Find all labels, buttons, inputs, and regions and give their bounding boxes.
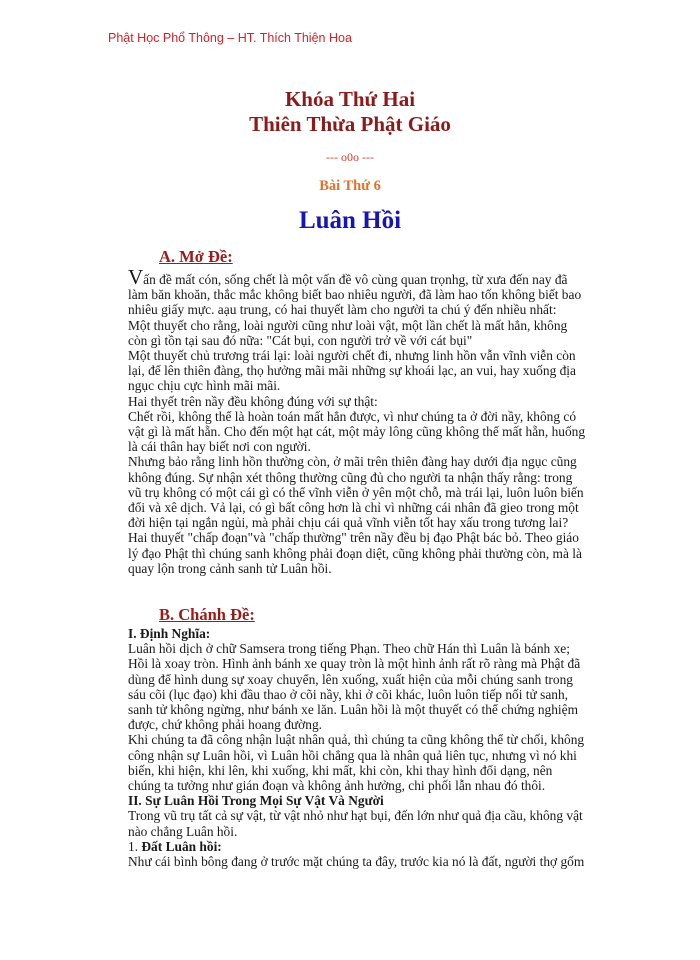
subsection-heading: I. Định Nghĩa: [128,626,211,641]
paragraph: Luân hồi dịch ở chữ Samsera trong tiếng Phạn. Theo chữ Hán thì Luân là bánh xe; Hồi là xoay tròn. Hình ảnh bánh xe quay tròn là một hình ảnh rất rõ ràng mà Phật đã dùng để hình dung sự xoay chuyển, lên xuống, xuất hiện của mỗi chúng sanh trong sáu cõi (lục đạo) khi đầu thao ở cõi nầy, khi ở cõi khác, luôn luôn tiếp nối tử sanh, sanh tử không ngừng, như bánh xe lăn. Luân hồi là một thuyết có thể chứng nghiệm được, chứ không phải hoang đường. [128,641,581,733]
numbered-heading: 1. Đất Luân hồi: [128,838,222,854]
course-title [0,87,700,137]
lesson-number: Bài Thứ 6 [319,178,381,194]
paragraph: Vấn đề mất cón, sống chết là một vấn đề vô cùng quan trọnhg, từ xưa đến nay đã làm băn khoăn, thắc mắc không biết bao nhiêu người, đã làm hao tốn không biết bao nhiêu giấy mực. aạu trung, có hai thuyết làm cho người ta chú ý đến nhiều nhất: [128,265,582,318]
paragraph: Như cái bình bông đang ở trước mặt chúng ta đây, trước kia nó là đất, người thợ gốm [128,854,585,870]
ornament-divider: --- o0o --- [326,150,374,164]
course-title-line2: Thiên Thừa Phật Giáo [249,112,451,136]
drop-cap: V [128,265,144,289]
section-a-body [128,265,588,576]
paragraph: Chết rồi, không thể là hoàn toán mất hẳn được, vì như chúng ta ở đời nầy, không có vật gì là mất hẵn. Cho đến một hạt cát, một mảy lông cũng không thể mất hẵn, huống là cái thân hay biết nơi con người. [128,408,586,455]
lesson-title: Luân Hồi [298,207,402,234]
subsection-heading: II. Sự Luân Hồi Trong Mọi Sự Vật Và Người [128,793,384,809]
paragraph: Khi chúng ta đã công nhận luật nhân quả, thì chúng ta cũng không thể từ chối, không công nhận sự Luân hồi, vì Luân hồi chẳng qua là nhân quả liên tục, nhưng vì nó khi biến, khi hiện, khi lên, khi xuống, khi mất, khi còn, khi thay hình đổi dạng, nên chúng ta tưởng như gián đoạn và không ảnh hưởng, chi phối lẫn nhau đó thôi. [128,732,585,794]
course-title-line1: Khóa Thứ Hai [284,87,416,111]
section-b-heading: B. Chánh Đề: [159,605,255,624]
paragraph: Hai thyết trên nầy đều không đúng với sự thật: [128,393,378,409]
section-a-heading: A. Mở Đề: [159,247,233,266]
paragraph: Trong vũ trụ tất cả sự vật, từ vật nhỏ như hạt bụi, đến lớn như quả địa cầu, không vật nào chẳng Luân hồi. [128,808,583,839]
running-header: Phật Học Phổ Thông – HT. Thích Thiện Hoa [108,31,352,45]
paragraph: Một thuyết cho rằng, loài người cũng như loài vật, một lần chết là mất hẳn, không còn gì tồn tại sau đó nữa: "Cát bụi, con người trở về với cát bụi" [128,317,568,348]
paragraph: Nhưng bảo rằng linh hồn thường còn, ở mãi trên thiên đàng hay dưới địa ngục cũng không đúng. Sự nhận xét thông thường cũng đủ cho người ta nhận thấy rằng: trong vũ trụ không có một cái gì có thể vĩnh viễn ở yên một chỗ, mà trái lại, luôn luôn biến đổi và xê dịch. Vả lại, có gì bất công hơn là chỉ vì những cái nhân đã gieo trong một đời hiện tại ngắn ngủi, mà phải chịu cái quả vĩnh viễn tốt hay xấu trong tương lai? [128,454,584,531]
section-b-body [128,626,588,869]
paragraph: Hai thuyết "chấp đoạn"và "chấp thường" trên nầy đều bị đạo Phật bác bỏ. Theo giáo lý đạo Phật thì chúng sanh không phải đoạn diệt, cũng không phải thường còn, mà là quay lộn trong cảnh sanh tử Luân hồi. [128,530,582,576]
paragraph: Một thuyết chủ trương trái lại: loài người chết đi, nhưng linh hồn vẫn vĩnh viễn còn lại, để lên thiên đàng, thọ hưởng mãi mãi những sự khoái lạc, an vui, hay xuống địa ngục chịu cực hình mãi mãi. [128,348,576,394]
